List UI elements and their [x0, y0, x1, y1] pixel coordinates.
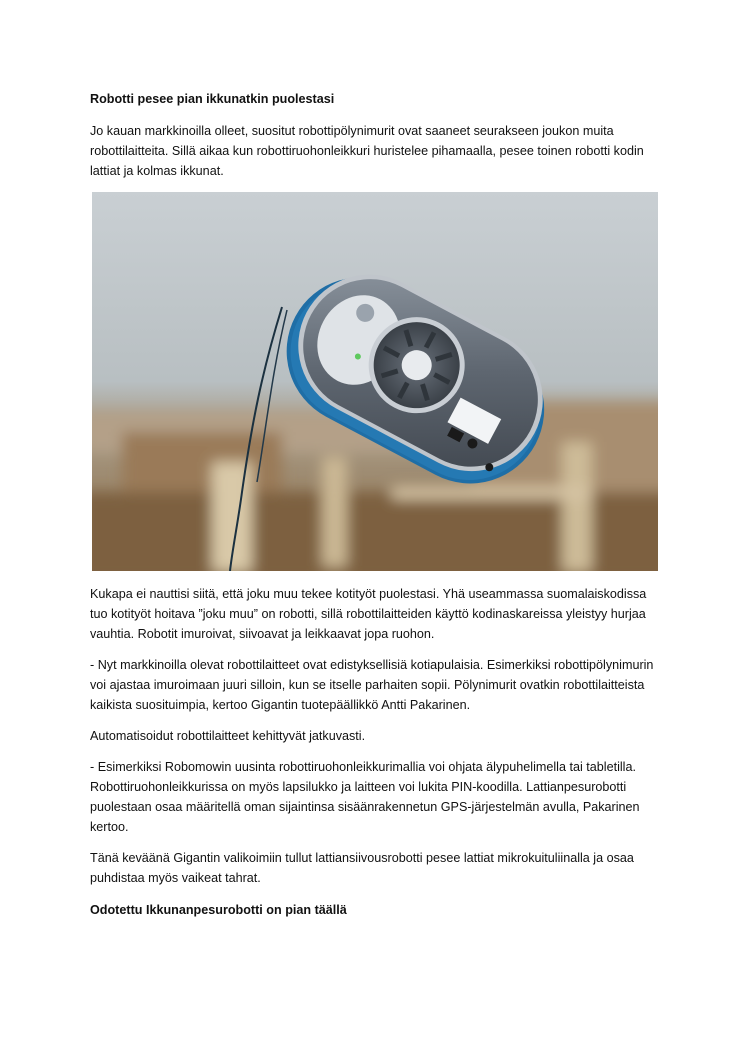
article-heading: Robotti pesee pian ikkunatkin puolestasi [90, 92, 335, 106]
body-paragraph: Kukapa ei nauttisi siitä, että joku muu tekee kotityöt puolestasi. Yhä useammassa suomalaiskodissa tuo kotityöt hoitava ”joku muu” on robotti, sillä robottilaitteiden käyttö kodinaskareissa yleistyy hurjaa vauhtia. Robotit imuroivat, siivoavat ja leikkaavat jopa ruohon. [90, 587, 647, 641]
intro-paragraph: Jo kauan markkinoilla olleet, suositut robottipölynimurit ovat saaneet seurakseen joukon muita robottilaitteita. Sillä aikaa kun robottiruohonleikkuri huristelee pihamaalla, pesee toinen robotti kodin lattiat ja kolmas ikkunat. [90, 124, 644, 178]
body-paragraph: - Nyt markkinoilla olevat robottilaitteet ovat edistyksellisiä kotiapulaisia. Esimerkiksi robottipölynimurin voi ajastaa imuroimaan juuri silloin, kun se itselle parhaiten sopii. Pölynimurit ovatkin robottilaitteista kaikista suosituimpia, kertoo Gigantin tuotepäällikkö Antti Pakarinen. [90, 658, 654, 712]
body-paragraph: Tänä keväänä Gigantin valikoimiin tullut lattiansiivousrobotti pesee lattiat mikrokuituliinalla ja osaa puhdistaa myös vaikeat tahrat. [90, 851, 634, 885]
body-paragraph: - Esimerkiksi Robomowin uusinta robottiruohonleikkurimallia voi ohjata älypuhelimella tai tabletilla. Robottiruohonleikkurissa on myös lapsilukko ja laitteen voi lukita PIN-koodilla. Lattianpesurobotti puolestaan osaa määritellä oman sijaintinsa sisäänrakennetun GPS-järjestelmän avulla, Pakarinen kertoo. [90, 760, 640, 834]
body-paragraph: Automatisoidut robottilaitteet kehittyvät jatkuvasti. [90, 729, 366, 743]
section-subheading: Odotettu Ikkunanpesurobotti on pian täällä [90, 903, 347, 917]
robot-photo-illustration [92, 192, 658, 571]
window-cleaning-robot-photo [92, 192, 658, 571]
